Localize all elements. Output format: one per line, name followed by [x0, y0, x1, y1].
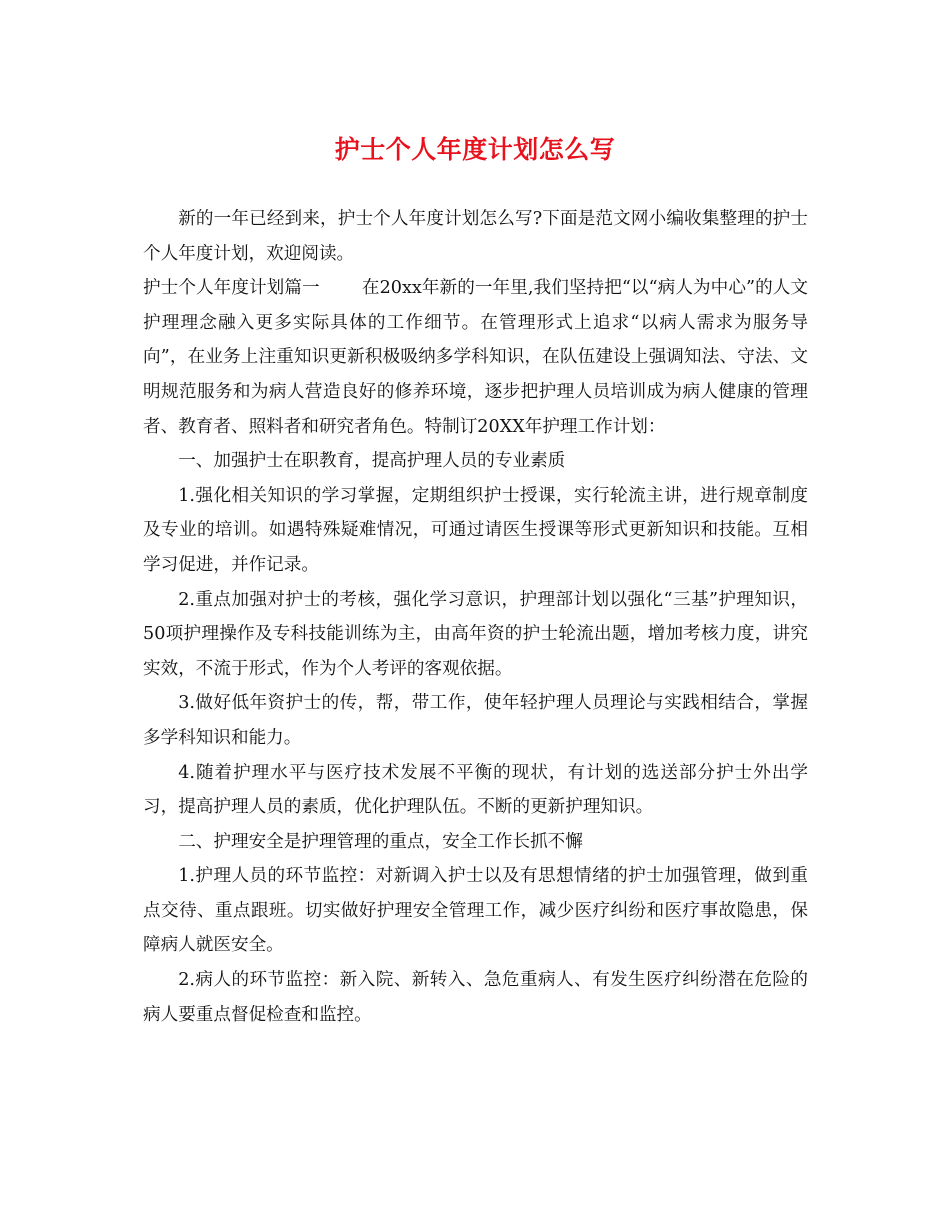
part-two-item-1: 1.护理人员的环节监控：对新调入护士以及有思想情绪的护士加强管理，做到重点交待、重点跟班。切实做好护理安全管理工作，减少医疗纠纷和医疗事故隐患，保障病人就医安全。 [143, 866, 808, 956]
part-one-item-2: 2.重点加强对护士的考核，强化学习意识，护理部计划以强化“三基”护理知识，50项护理操作及专科技能训练为主，由高年资的护士轮流出题，增加考核力度，讲究实效，不流于形式，作为个人考评的客观依据。 [143, 589, 808, 679]
part-one-item-1: 1.强化相关知识的学习掌握，定期组织护士授课，实行轮流主讲，进行规章制度及专业的培训。如遇特殊疑难情况，可通过请医生授课等形式更新知识和技能。互相学习促进，并作记录。 [143, 485, 808, 575]
section-one-paragraph [143, 271, 808, 444]
part-one-item-3: 3.做好低年资护士的传，帮，带工作，使年轻护理人员理论与实践相结合，掌握多学科知识和能力。 [143, 693, 808, 748]
section-heading: 护士个人年度计划篇一 [143, 278, 320, 299]
part-one-heading: 一、加强护士在职教育，提高护理人员的专业素质 [178, 451, 566, 472]
document-title: 护士个人年度计划怎么写 [334, 135, 616, 164]
part-one-item-4: 4.随着护理水平与医疗技术发展不平衡的现状，有计划的选送部分护士外出学习，提高护理人员的素质，优化护理队伍。不断的更新护理知识。 [143, 762, 808, 818]
section-text: 在20xx年新的一年里,我们坚持把“以“病人为中心”的人文护理理念融入更多实际具体的工作细节。在管理形式上追求“以病人需求为服务导向”，在业务上注重知识更新积极吸纳多学科知识，在队伍建设上强调知法、守法、文明规范服务和为病人营造良好的修养环境，逐步把护理人员培训成为病人健康的管理者、教育者、照料者和研究者角色。特制订20XX年护理工作计划： [143, 278, 808, 437]
part-two-heading: 二、护理安全是护理管理的重点，安全工作长抓不懈 [178, 831, 583, 852]
document-body [143, 202, 808, 1032]
part-two-item-2: 2.病人的环节监控：新入院、新转入、急危重病人、有发生医疗纠纷潜在危险的病人要重点督促检查和监控。 [143, 970, 808, 1025]
intro-paragraph: 新的一年已经到来，护士个人年度计划怎么写?下面是范文网小编收集整理的护士个人年度计划，欢迎阅读。 [143, 209, 808, 264]
